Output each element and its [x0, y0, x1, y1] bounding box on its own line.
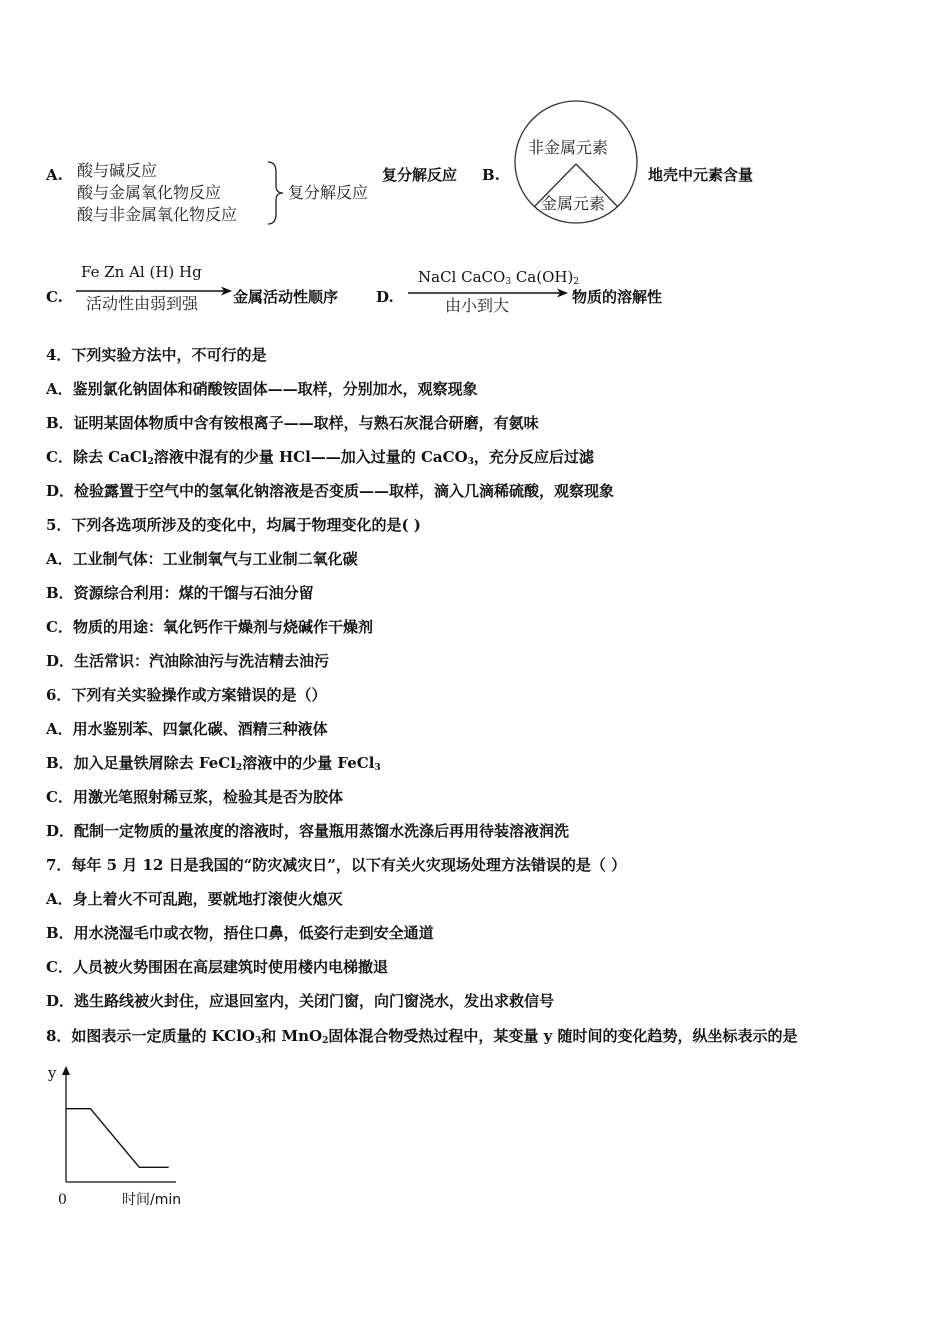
- q8-stem-part-1: 8．如图表示一定质量的 KClO: [46, 1027, 255, 1045]
- series-line-0: [66, 1109, 169, 1168]
- q6-stem: 6．下列有关实验操作或方案错误的是（）: [46, 686, 327, 704]
- q5-option-d: D．生活常识：汽油除油污与洗洁精去油污: [46, 652, 330, 670]
- q7-option-d: D．逃生路线被火封住，应退回室内，关闭门窗，向门窗浇水，发出求救信号: [46, 992, 555, 1010]
- q4-option-c-part-3: ，充分反应后过滤: [473, 448, 594, 466]
- q8-stem-sub-2: 2: [322, 1036, 329, 1046]
- q3-option-d-formula-1: NaCl CaCO: [418, 268, 506, 286]
- q3-option-b-circle-top-label: 非金属元素: [528, 138, 609, 157]
- q3-option-a-line-2: 酸与金属氧化物反应: [77, 183, 222, 202]
- q3-option-d-below-arrow: 由小到大: [445, 296, 510, 315]
- q8-stem-sub-1: 3: [255, 1036, 262, 1046]
- q3-option-a-brace-label: 复分解反应: [288, 183, 369, 202]
- q7-stem: 7．每年 5 月 12 日是我国的“防灾减灾日”，以下有关火灾现场处理方法错误的是（ ）: [46, 856, 627, 874]
- q3-option-d-letter: D.: [376, 288, 394, 306]
- q3-option-a-letter: A.: [46, 166, 63, 184]
- q3-option-c-letter: C.: [46, 288, 63, 306]
- q6-option-b: [46, 754, 381, 777]
- q8-stem-part-2: 和 MnO: [261, 1027, 323, 1045]
- origin-label: 0: [58, 1192, 67, 1208]
- q3-option-d-formula-2: Ca(OH): [511, 268, 574, 286]
- q4-option-c-part-1: C．除去 CaCl: [46, 448, 148, 466]
- q3-option-a-line-1: 酸与碱反应: [77, 161, 158, 180]
- q8-series-group: [66, 1109, 169, 1168]
- q3-option-d-caption: 物质的溶解性: [572, 288, 663, 306]
- q3-option-c-caption: 金属活动性顺序: [233, 288, 339, 306]
- q5-option-a: A．工业制气体：工业制氧气与工业制二氧化碳: [46, 550, 358, 568]
- q8-stem-part-3: 固体混合物受热过程中，某变量 y 随时间的变化趋势，纵坐标表示的是: [328, 1027, 798, 1045]
- q6-option-b-sub-1: 2: [235, 763, 243, 773]
- y-axis-label: y: [48, 1064, 57, 1082]
- q4-option-c-sub-1: 2: [147, 457, 154, 467]
- q5-stem: 5．下列各选项所涉及的变化中，均属于物理变化的是( ): [46, 516, 421, 534]
- y-axis-arrow: [62, 1066, 70, 1075]
- q7-option-a: A．身上着火不可乱跑，要就地打滚使火熄灭: [46, 890, 343, 908]
- q6-option-a: A．用水鉴别苯、四氯化碳、酒精三种液体: [46, 720, 328, 738]
- q3-option-a-list: [77, 160, 237, 226]
- q4-option-c-part-2: 溶液中混有的少量 HCl——加入过量的 CaCO: [153, 448, 468, 466]
- q7-option-c: C．人员被火势围困在高层建筑时使用楼内电梯撤退: [46, 958, 388, 976]
- q3-option-b-circle-bottom-label: 金属元素: [541, 194, 606, 213]
- q4-stem: 4．下列实验方法中，不可行的是: [46, 346, 267, 364]
- q8-stem: [46, 1027, 798, 1050]
- q4-option-d: D．检验露置于空气中的氢氧化钠溶液是否变质——取样，滴入几滴稀硫酸，观察现象: [46, 482, 615, 500]
- q7-option-b: B．用水浇湿毛巾或衣物，捂住口鼻，低姿行走到安全通道: [46, 924, 434, 942]
- q3-option-d-above-arrow: [418, 268, 579, 287]
- q6-option-b-part-2: 溶液中的少量 FeCl: [242, 754, 375, 772]
- x-axis-label: 时间/min: [122, 1192, 182, 1208]
- q8-graph: [40, 1060, 210, 1210]
- q3-option-b-letter: B.: [482, 166, 500, 184]
- q3-option-a-line-3: 酸与非金属氧化物反应: [77, 205, 238, 224]
- q3-option-a-brace: [266, 160, 286, 226]
- q6-option-b-sub-2: 3: [374, 763, 381, 773]
- q3-option-c-above-arrow: Fe Zn Al (H) Hg: [81, 263, 202, 281]
- q6-option-d: D．配制一定物质的量浓度的溶液时，容量瓶用蒸馏水洗涤后再用待装溶液润洗: [46, 822, 570, 840]
- q3-option-d-formula-sub-2: 2: [573, 277, 580, 287]
- q4-option-c: [46, 448, 594, 471]
- q6-option-c: C．用激光笔照射稀豆浆，检验其是否为胶体: [46, 788, 343, 806]
- q5-option-b: B．资源综合利用：煤的干馏与石油分留: [46, 584, 314, 602]
- q4-option-c-sub-2: 3: [467, 457, 474, 467]
- q3-option-c-below-arrow: 活动性由弱到强: [86, 294, 199, 313]
- q6-option-b-part-1: B．加入足量铁屑除去 FeCl: [46, 754, 236, 772]
- q5-option-c: C．物质的用途：氧化钙作干燥剂与烧碱作干燥剂: [46, 618, 373, 636]
- q4-option-a: A．鉴别氯化钠固体和硝酸铵固体——取样，分别加水，观察现象: [46, 380, 478, 398]
- q4-option-b: B．证明某固体物质中含有铵根离子——取样，与熟石灰混合研磨，有氨味: [46, 414, 539, 432]
- q3-option-b-caption: 地壳中元素含量: [648, 166, 754, 184]
- q3-option-a-caption: 复分解反应: [382, 166, 458, 184]
- q3-option-d-formula-sub-1: 3: [505, 277, 512, 287]
